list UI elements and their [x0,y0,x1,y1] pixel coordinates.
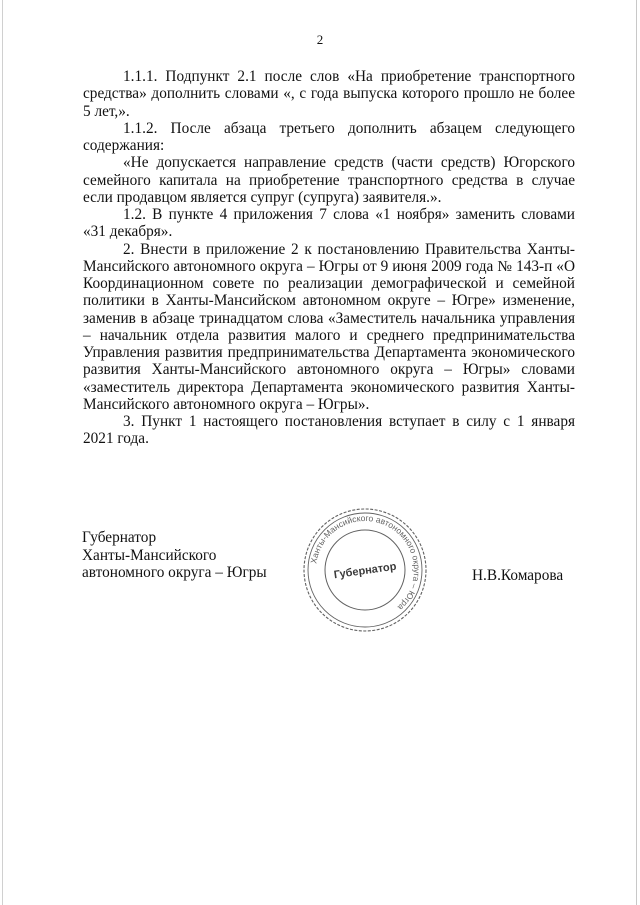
page-number: 2 [316,32,324,47]
signer-title-line-3: автономного округа – Югры [82,564,267,581]
paragraph-3: 3. Пункт 1 настоящего постановления вступает в силу с 1 января 2021 года. [83,413,575,448]
paragraph-1-2: 1.2. В пункте 4 приложения 7 слова «1 ноября» заменить словами «31 декабря». [83,206,575,241]
seal-ring-text: Ханты-Мансийского автономного округа – Югра [308,512,423,613]
official-seal [300,505,430,635]
paragraph-2: 2. Внести в приложение 2 к постановлению Правительства Ханты-Мансийского автономного округа – Югры от 9 июня 2009 года № 143-п «О Координационном совете по реализации демографической и семейной политики в Ханты-Мансийском автономном округе – Югре» изменение, заменив в абзаце тринадцатом слова «Заместитель начальника управления – начальник отдела развития малого и среднего предпринимательства Управления развития предпринимательства Департамента экономического развития Ханты-Мансийского автономного округа – Югры» словами «заместитель директора Департамента экономического развития Ханты-Мансийского автономного округа – Югры». [83,240,575,413]
signer-name: Н.В.Комарова [472,567,564,584]
signer-title-line-1: Губернатор [82,529,157,546]
signer-title [82,529,267,582]
paragraph-quote: «Не допускается направление средств (части средств) Югорского семейного капитала на приобретение транспортного средства в случае если продавцом является супруг (супруга) заявителя.». [83,154,575,206]
paragraph-1-1-1: 1.1.1. Подпункт 2.1 после слов «На приобретение транспортного средства» дополнить словами «, с года выпуска которого прошло не более 5 лет,». [83,68,575,120]
signer-title-line-2: Ханты-Мансийского [82,546,217,564]
paragraph-1-1-2: 1.1.2. После абзаца третьего дополнить абзацем следующего содержания: [83,119,575,154]
seal-center-text: Губернатор [333,560,398,582]
